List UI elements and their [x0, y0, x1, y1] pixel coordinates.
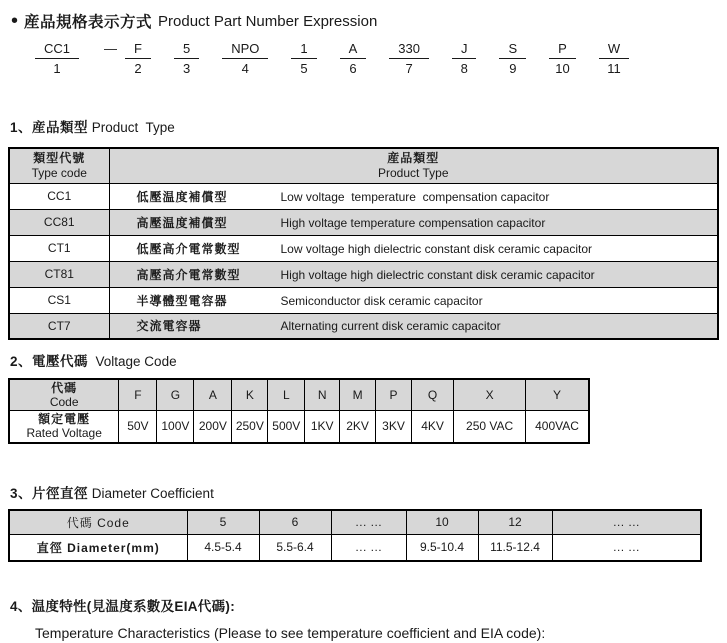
- segment-number: 9: [509, 61, 517, 76]
- segment-code: A: [340, 41, 367, 59]
- diameter-value-cell: … …: [552, 534, 701, 561]
- desc-zh: 高壓高介電常數型: [136, 267, 241, 282]
- segment-code: J: [452, 41, 477, 59]
- part-number-diagram: [35, 41, 719, 87]
- voltage-value-cell: 4KV: [411, 410, 453, 443]
- header-en: Product Type: [378, 165, 449, 180]
- table-row: [9, 410, 589, 443]
- segment-number: 10: [555, 61, 570, 76]
- desc-en: Low voltage high dielectric constant disk ceramic capacitor: [280, 241, 592, 256]
- type-desc-cell: [109, 183, 718, 209]
- header-zh: 産品類型: [387, 150, 440, 165]
- table-row: [9, 534, 701, 561]
- table-header-row: [9, 379, 589, 410]
- desc-en: Semiconductor disk ceramic capacitor: [280, 293, 483, 308]
- doc-title-en: Product Part Number Expression: [158, 12, 378, 30]
- segment-code: 330: [389, 41, 429, 59]
- segment-number: 8: [460, 61, 468, 76]
- voltage-code-cell: Q: [411, 379, 453, 410]
- segment-code: CC1: [35, 41, 79, 59]
- segment-number: 4: [241, 61, 249, 76]
- header-en: Type code: [31, 165, 87, 180]
- voltage-value-cell: 3KV: [376, 410, 412, 443]
- voltage-value-cell: 200V: [194, 410, 232, 443]
- voltage-value-cell: 250 VAC: [454, 410, 526, 443]
- part-number-segment: [222, 41, 268, 76]
- type-desc-cell: [109, 209, 718, 235]
- voltage-code-cell: Y: [526, 379, 589, 410]
- table-row: [9, 209, 718, 235]
- label-zh: 代碼: [51, 380, 78, 395]
- voltage-value-cell: 400VAC: [526, 410, 589, 443]
- section4-title-zh: 4、温度特性(見温度系數及EIA代碼):: [10, 599, 235, 614]
- segment-number: 1: [53, 61, 61, 76]
- segment-code: NPO: [222, 41, 268, 59]
- voltage-value-cell: 1KV: [305, 410, 340, 443]
- diameter-code-cell: … …: [331, 510, 406, 534]
- label-en: Rated Voltage: [26, 426, 102, 441]
- desc-zh: 半導體型電容器: [136, 293, 228, 308]
- voltage-code-cell: N: [305, 379, 340, 410]
- table-row: [9, 235, 718, 261]
- part-number-segment: [340, 41, 367, 76]
- type-desc-cell: [109, 235, 718, 261]
- type-code-cell: CC1: [9, 183, 109, 209]
- voltage-value-cell: 250V: [232, 410, 268, 443]
- segment-number: 7: [405, 61, 413, 76]
- label-en: Code: [49, 394, 79, 409]
- type-desc-cell: [109, 261, 718, 287]
- voltage-code-cell: P: [376, 379, 412, 410]
- voltage-code-cell: L: [268, 379, 305, 410]
- voltage-code-cell: F: [119, 379, 157, 410]
- part-number-segment: [499, 41, 526, 76]
- diameter-value-cell: 4.5-5.4: [187, 534, 259, 561]
- product-type-table: [8, 147, 719, 340]
- segment-code: 5: [174, 41, 199, 59]
- segment-number: 2: [134, 61, 142, 76]
- table-header-row: [9, 148, 718, 183]
- voltage-code-cell: M: [340, 379, 376, 410]
- section2-title-en: Voltage Code: [88, 354, 177, 369]
- code-label-cell: [9, 379, 119, 410]
- segment-code: P: [549, 41, 576, 59]
- diameter-code-cell: 5: [187, 510, 259, 534]
- section3-title-en: Diameter Coefficient: [88, 486, 214, 501]
- diameter-code-cell: 10: [406, 510, 478, 534]
- section1-title: [10, 116, 719, 136]
- header-zh: 類型代號: [33, 150, 86, 165]
- segment-number: 3: [182, 61, 191, 76]
- table-row: [9, 313, 718, 339]
- voltage-value-cell: 50V: [119, 410, 157, 443]
- type-code-cell: CT1: [9, 235, 109, 261]
- segment-number: 5: [300, 61, 308, 76]
- voltage-code-table: [8, 378, 590, 444]
- part-number-segment: [35, 41, 79, 76]
- diameter-value-cell: 11.5-12.4: [478, 534, 552, 561]
- diameter-label-cell: 直徑 Diameter(mm): [9, 534, 187, 561]
- desc-en: Alternating current disk ceramic capacitor: [280, 319, 501, 334]
- voltage-value-cell: 500V: [268, 410, 305, 443]
- voltage-value-cell: 2KV: [340, 410, 376, 443]
- desc-en: High voltage temperature compensation capacitor: [280, 215, 546, 230]
- segment-code: W: [599, 41, 629, 59]
- diameter-value-cell: … …: [331, 534, 406, 561]
- doc-title-zh: 産品規格表示方式: [24, 14, 153, 31]
- part-number-segment: [452, 41, 477, 76]
- segment-number: 11: [607, 61, 621, 76]
- segment-code: S: [499, 41, 526, 59]
- diameter-value-cell: 9.5-10.4: [406, 534, 478, 561]
- voltage-code-cell: A: [194, 379, 232, 410]
- dash-separator: —: [104, 41, 117, 56]
- segment-number: 6: [349, 61, 357, 76]
- diameter-table: [8, 509, 702, 562]
- part-number-segment: [174, 41, 199, 76]
- diameter-code-cell: … …: [552, 510, 701, 534]
- diameter-code-cell: 12: [478, 510, 552, 534]
- voltage-code-cell: K: [232, 379, 268, 410]
- part-number-segment: [291, 41, 316, 76]
- type-code-cell: CT7: [9, 313, 109, 339]
- segment-code: F: [125, 41, 151, 59]
- section2-title: [10, 350, 719, 370]
- part-number-segment: [389, 41, 429, 76]
- part-number-segment: [125, 41, 151, 76]
- bullet-icon: •: [11, 10, 19, 32]
- doc-title: [8, 10, 719, 32]
- table-header-row: [9, 510, 701, 534]
- table-row: [9, 287, 718, 313]
- type-code-cell: CS1: [9, 287, 109, 313]
- diameter-value-cell: 5.5-6.4: [259, 534, 331, 561]
- voltage-code-cell: X: [454, 379, 526, 410]
- type-desc-cell: [109, 313, 718, 339]
- desc-en: High voltage high dielectric constant disk ceramic capacitor: [280, 267, 595, 282]
- diameter-code-cell: 6: [259, 510, 331, 534]
- label-zh: 額定電壓: [38, 412, 91, 427]
- section1-title-en: Product Type: [88, 120, 175, 135]
- section1-title-zh: 1、産品類型: [10, 120, 89, 135]
- desc-zh: 低壓温度補償型: [136, 189, 228, 204]
- desc-en: Low voltage temperature compensation capacitor: [280, 189, 550, 204]
- segment-code: 1: [291, 41, 316, 59]
- type-desc-cell: [109, 287, 718, 313]
- desc-zh: 低壓高介電常數型: [136, 241, 241, 256]
- desc-zh: 高壓温度補償型: [136, 215, 228, 230]
- type-code-header: [9, 148, 109, 183]
- voltage-value-cell: 100V: [157, 410, 194, 443]
- rated-voltage-label-cell: [9, 410, 119, 443]
- voltage-code-cell: G: [157, 379, 194, 410]
- code-label-cell: 代碼 Code: [9, 510, 187, 534]
- product-type-header: [109, 148, 718, 183]
- section3-title: [10, 482, 719, 502]
- section4-title-en: Temperature Characteristics (Please to see temperature coefficient and EIA code):: [35, 625, 546, 641]
- type-code-cell: CC81: [9, 209, 109, 235]
- section2-title-zh: 2、電壓代碼: [10, 354, 89, 369]
- section3-title-zh: 3、片徑直徑: [10, 486, 89, 501]
- part-number-segment: [599, 41, 629, 76]
- part-number-segment: [549, 41, 576, 76]
- type-code-cell: CT81: [9, 261, 109, 287]
- table-row: [9, 183, 718, 209]
- desc-zh: 交流電容器: [136, 319, 202, 334]
- table-row: [9, 261, 718, 287]
